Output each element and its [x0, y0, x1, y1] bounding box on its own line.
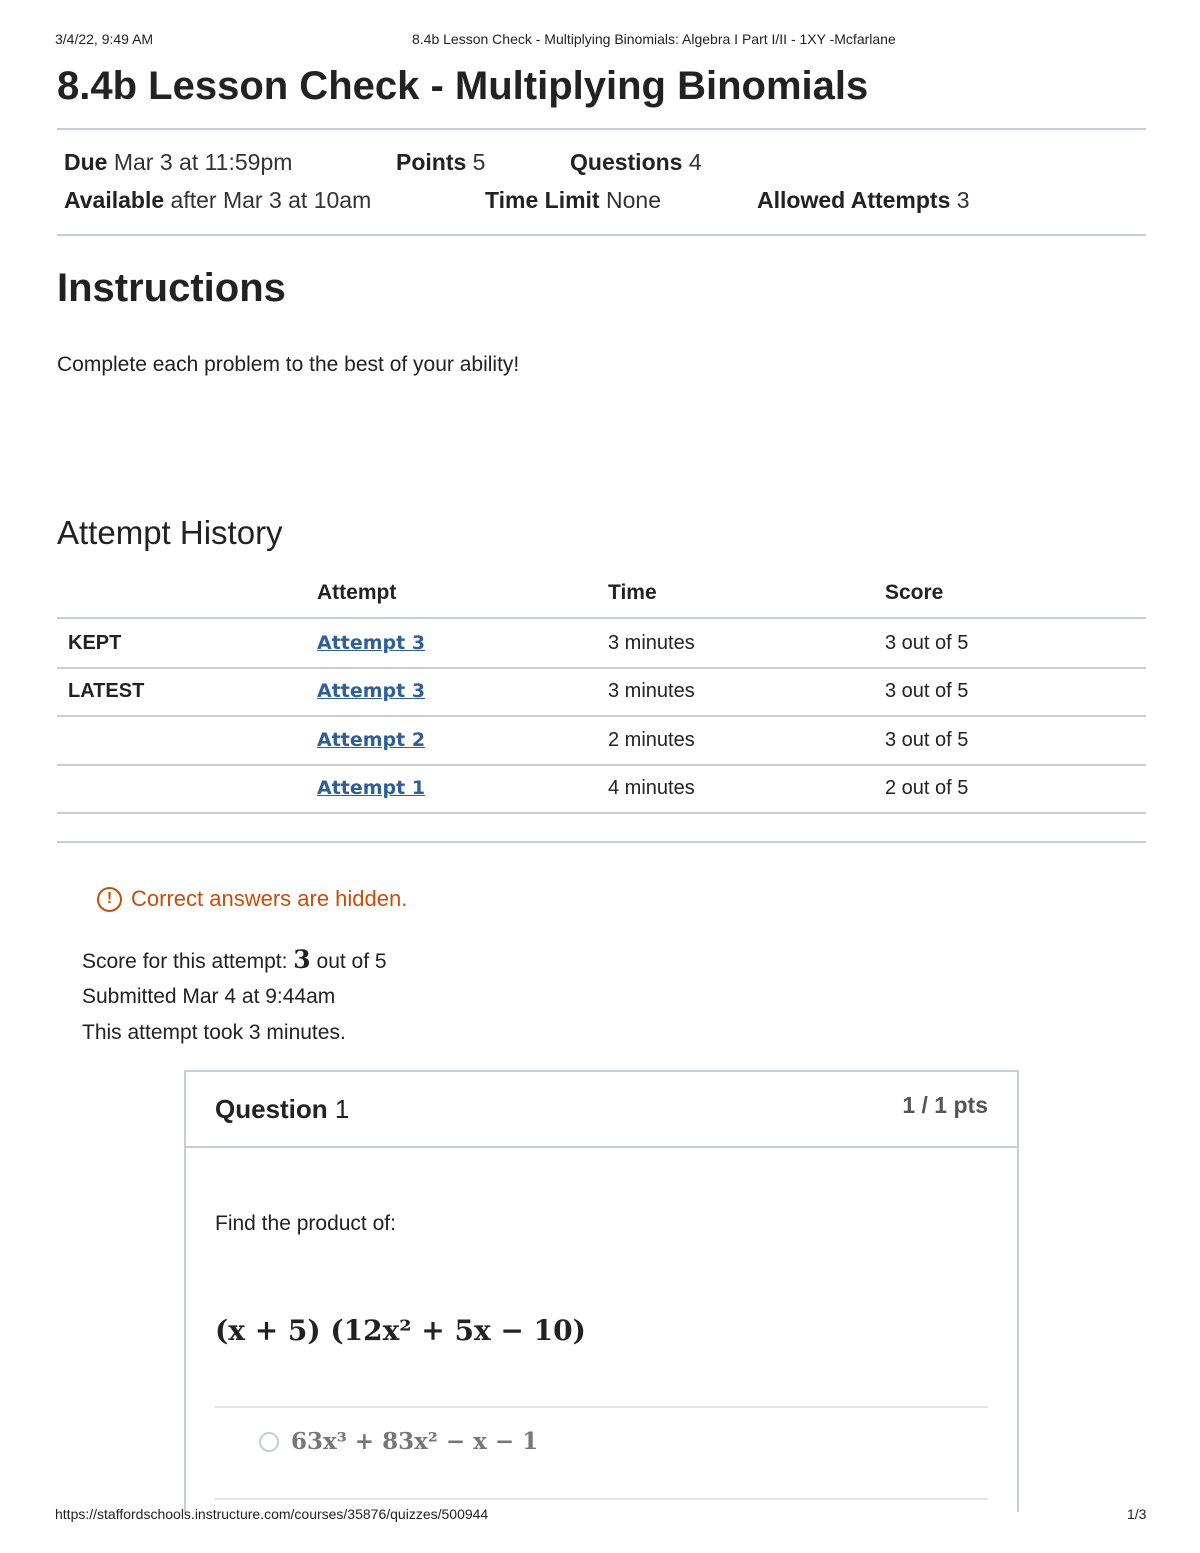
due-value: Mar 3 at 11:59pm [113, 149, 293, 175]
answer-divider [215, 1406, 988, 1408]
question-card [184, 1070, 1019, 1512]
attempt-duration: This attempt took 3 minutes. [82, 1021, 346, 1044]
points-label: Points [396, 149, 467, 175]
attempt-time: 3 minutes [608, 632, 695, 654]
radio-button[interactable] [259, 1432, 279, 1452]
questions-value: 4 [688, 149, 702, 175]
question-title [215, 1094, 349, 1125]
answer-divider [215, 1498, 988, 1500]
allowed-attempts-info [757, 187, 970, 214]
column-header-time: Time [608, 581, 657, 604]
attempt-history-heading: Attempt History [57, 514, 283, 551]
attempt-link[interactable]: Attempt 1 [317, 777, 426, 799]
question-points: 1 / 1 pts [902, 1092, 988, 1118]
row-tag: KEPT [68, 632, 122, 654]
print-page-title: 8.4b Lesson Check - Multiplying Binomials: Algebra I Part I/II - 1XY -Mcfarlane [412, 31, 896, 47]
row-tag: LATEST [68, 680, 145, 702]
meta-divider [57, 234, 1146, 236]
answer-option[interactable] [259, 1428, 538, 1455]
question-header [186, 1072, 1017, 1148]
instructions-text: Complete each problem to the best of your ability! [57, 353, 520, 376]
print-datetime: 3/4/22, 9:49 AM [55, 31, 154, 47]
attempt-link[interactable]: Attempt 2 [317, 729, 426, 751]
attempt-score: 3 out of 5 [885, 680, 969, 702]
attempt-time: 2 minutes [608, 729, 695, 751]
question-prompt: Find the product of: [215, 1212, 396, 1235]
time-limit-label: Time Limit [485, 187, 600, 213]
question-number: 1 [334, 1094, 350, 1124]
answers-hidden-text: Correct answers are hidden. [131, 886, 408, 911]
due-info [64, 149, 292, 176]
attempt-link[interactable]: Attempt 3 [317, 632, 426, 654]
score-value: 3 [293, 945, 311, 974]
attempt-time: 3 minutes [608, 680, 695, 702]
attempt-score: 3 out of 5 [885, 729, 969, 751]
attempt-score: 3 out of 5 [885, 632, 969, 654]
table-row [57, 619, 1146, 669]
table-row [57, 667, 1146, 717]
score-suffix: out of 5 [316, 950, 387, 973]
points-value: 5 [472, 149, 486, 175]
column-header-score: Score [885, 581, 944, 604]
due-label: Due [64, 149, 108, 175]
column-header-attempt: Attempt [317, 581, 397, 604]
answers-hidden-notice [97, 886, 407, 912]
questions-info [570, 149, 702, 176]
attempt-time: 4 minutes [608, 777, 695, 799]
submitted-time: Submitted Mar 4 at 9:44am [82, 985, 336, 1008]
time-limit-info [485, 187, 661, 214]
question-label: Question [215, 1094, 328, 1124]
questions-label: Questions [570, 149, 683, 175]
print-page-number: 1/3 [1127, 1506, 1147, 1522]
attempt-link[interactable]: Attempt 3 [317, 680, 426, 702]
answer-option-text: 63x³ + 83x² − x − 1 [291, 1428, 539, 1455]
score-prefix: Score for this attempt: [82, 950, 288, 973]
time-limit-value: None [606, 187, 661, 213]
question-expression: (x + 5) (12x² + 5x − 10) [215, 1314, 586, 1347]
instructions-heading: Instructions [57, 266, 286, 310]
available-info [64, 187, 371, 214]
attempt-score-line [82, 945, 387, 974]
title-divider [57, 128, 1146, 130]
history-end-divider [57, 841, 1146, 843]
page-title: 8.4b Lesson Check - Multiplying Binomials [57, 64, 869, 108]
table-row [57, 716, 1146, 766]
table-row [57, 764, 1146, 814]
attempt-score: 2 out of 5 [885, 777, 969, 799]
available-label: Available [64, 187, 165, 213]
allowed-attempts-value: 3 [956, 187, 970, 213]
print-url: https://staffordschools.instructure.com/courses/35876/quizzes/500944 [55, 1506, 489, 1522]
allowed-attempts-label: Allowed Attempts [757, 187, 951, 213]
warning-icon: ! [97, 887, 122, 912]
points-info [396, 149, 485, 176]
available-value: after Mar 3 at 10am [170, 187, 372, 213]
